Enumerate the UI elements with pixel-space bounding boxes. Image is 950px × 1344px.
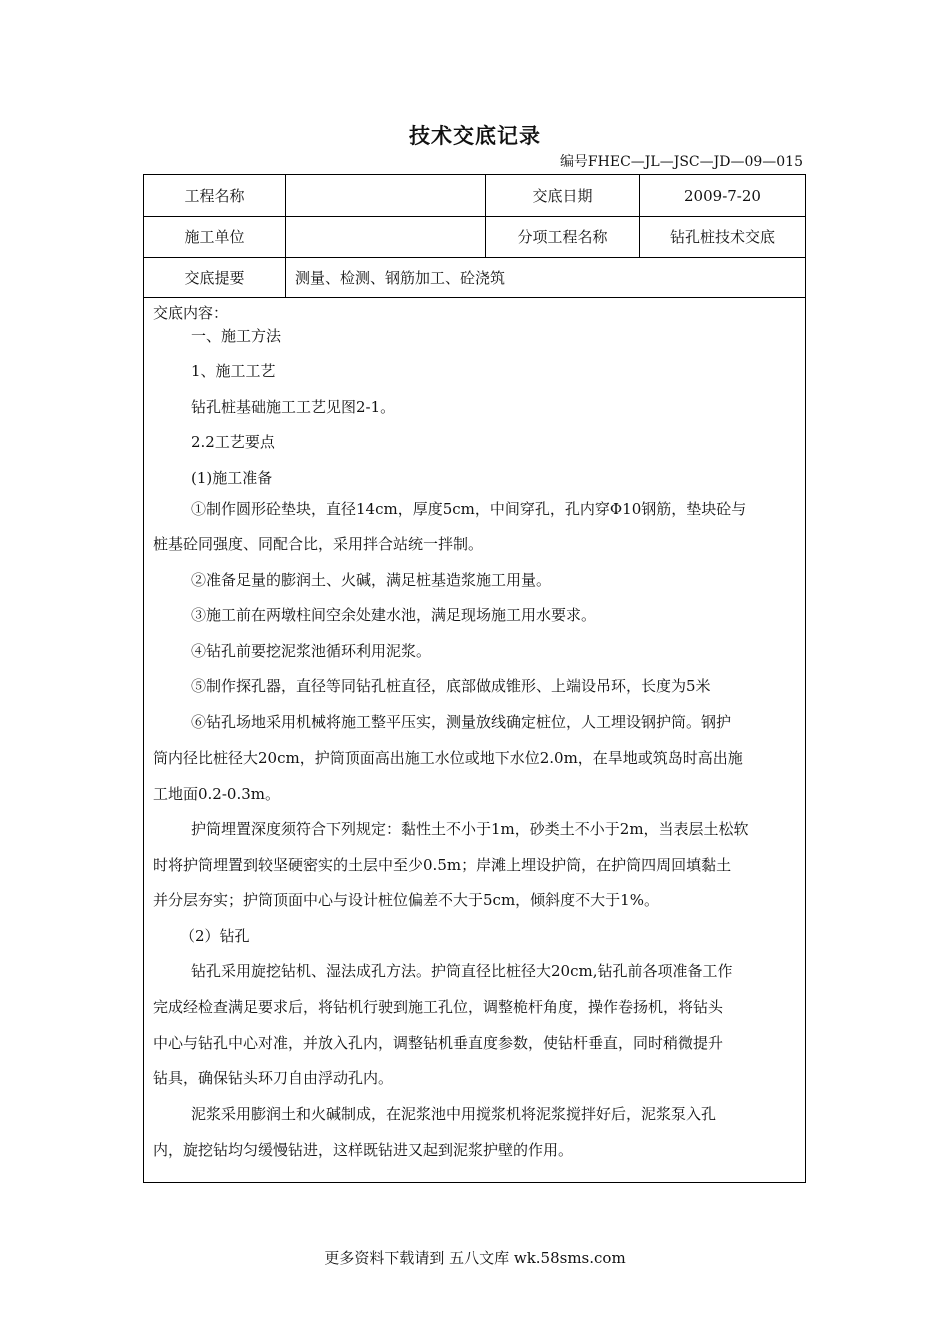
content-line: 完成经检查满足要求后，将钻机行驶到施工孔位，调整桅杆角度，操作卷扬机，将钻头	[153, 998, 724, 1016]
content-line: （2）钻孔	[180, 927, 250, 945]
content-line: ③施工前在两墩柱间空余处建水池，满足现场施工用水要求。	[191, 606, 597, 624]
content-line: 中心与钻孔中心对准，并放入孔内，调整钻机垂直度参数，使钻杆垂直，同时稍微提升	[153, 1034, 724, 1052]
content-line: 工地面0.2-0.3m。	[153, 785, 281, 803]
form-row-project	[144, 175, 805, 217]
content-line: 一、施工方法	[191, 327, 282, 345]
content-line: 并分层夯实；护筒顶面中心与设计桩位偏差不大于5cm，倾斜度不大于1%。	[153, 891, 659, 909]
content-line: ②准备足量的膨润土、火碱，满足桩基造浆施工用量。	[191, 571, 552, 589]
summary-value: 测量、检测、钢筋加工、砼浇筑	[295, 268, 506, 287]
content-line: ①制作圆形砼垫块，直径14cm，厚度5cm，中间穿孔，孔内穿Φ10钢筋，垫块砼与	[191, 500, 747, 518]
handover-form	[143, 174, 806, 1183]
content-line: 2.2工艺要点	[191, 433, 275, 451]
form-row-summary	[144, 257, 805, 298]
content-line: 钻具，确保钻头环刀自由浮动孔内。	[153, 1069, 394, 1087]
project-name-label: 工程名称	[144, 175, 286, 216]
content-heading: 交底内容：	[153, 304, 229, 322]
content-line: 内，旋挖钻均匀缓慢钻进，这样既钻进又起到泥浆护壁的作用。	[153, 1141, 574, 1159]
content-line: (1)施工准备	[191, 469, 273, 487]
content-line: 钻孔采用旋挖钻机、湿法成孔方法。护筒直径比桩径大20cm,钻孔前各项准备工作	[191, 962, 733, 980]
content-line: 桩基砼同强度、同配合比，采用拌合站统一拌制。	[153, 535, 484, 553]
content-line: ④钻孔前要挖泥浆池循环利用泥浆。	[191, 642, 432, 660]
footer-text: 更多资料下载请到 五八文库 wk.58sms.com	[324, 1249, 626, 1267]
content-line: 筒内径比桩径大20cm，护筒顶面高出施工水位或地下水位2.0m，在旱地或筑岛时高出施	[153, 749, 743, 767]
content-line: 护筒埋置深度须符合下列规定：黏性土不小于1m，砂类土不小于2m，当表层土松软	[191, 820, 749, 838]
content-line: 时将护筒埋置到较坚硬密实的土层中至少0.5m；岸滩上埋设护筒，在护筒四周回填黏土	[153, 856, 732, 874]
content-line: ⑥钻孔场地采用机械将施工整平压实，测量放线确定桩位，人工埋设钢护筒。钢护	[191, 713, 732, 731]
content-line: ⑤制作探孔器，直径等同钻孔桩直径，底部做成锥形、上端设吊环，长度为5米	[191, 677, 711, 695]
unit-value	[286, 216, 486, 257]
content-line: 钻孔桩基础施工工艺见图2-1。	[191, 398, 396, 416]
unit-label: 施工单位	[144, 216, 286, 257]
project-name-value	[286, 175, 486, 216]
date-label: 交底日期	[486, 175, 640, 216]
content-section	[144, 297, 805, 1182]
form-row-unit	[144, 216, 805, 258]
page-title: 技术交底记录	[409, 124, 541, 148]
subitem-label: 分项工程名称	[486, 216, 640, 257]
content-line: 泥浆采用膨润土和火碱制成，在泥浆池中用搅浆机将泥浆搅拌好后，泥浆泵入孔	[191, 1105, 717, 1123]
subitem-value: 钻孔桩技术交底	[669, 228, 775, 246]
date-value: 2009-7-20	[684, 186, 761, 205]
content-line: 1、施工工艺	[191, 362, 276, 380]
summary-label: 交底提要	[144, 257, 286, 297]
document-number: 编号FHEC—JL—JSC—JD—09—015	[559, 154, 803, 170]
